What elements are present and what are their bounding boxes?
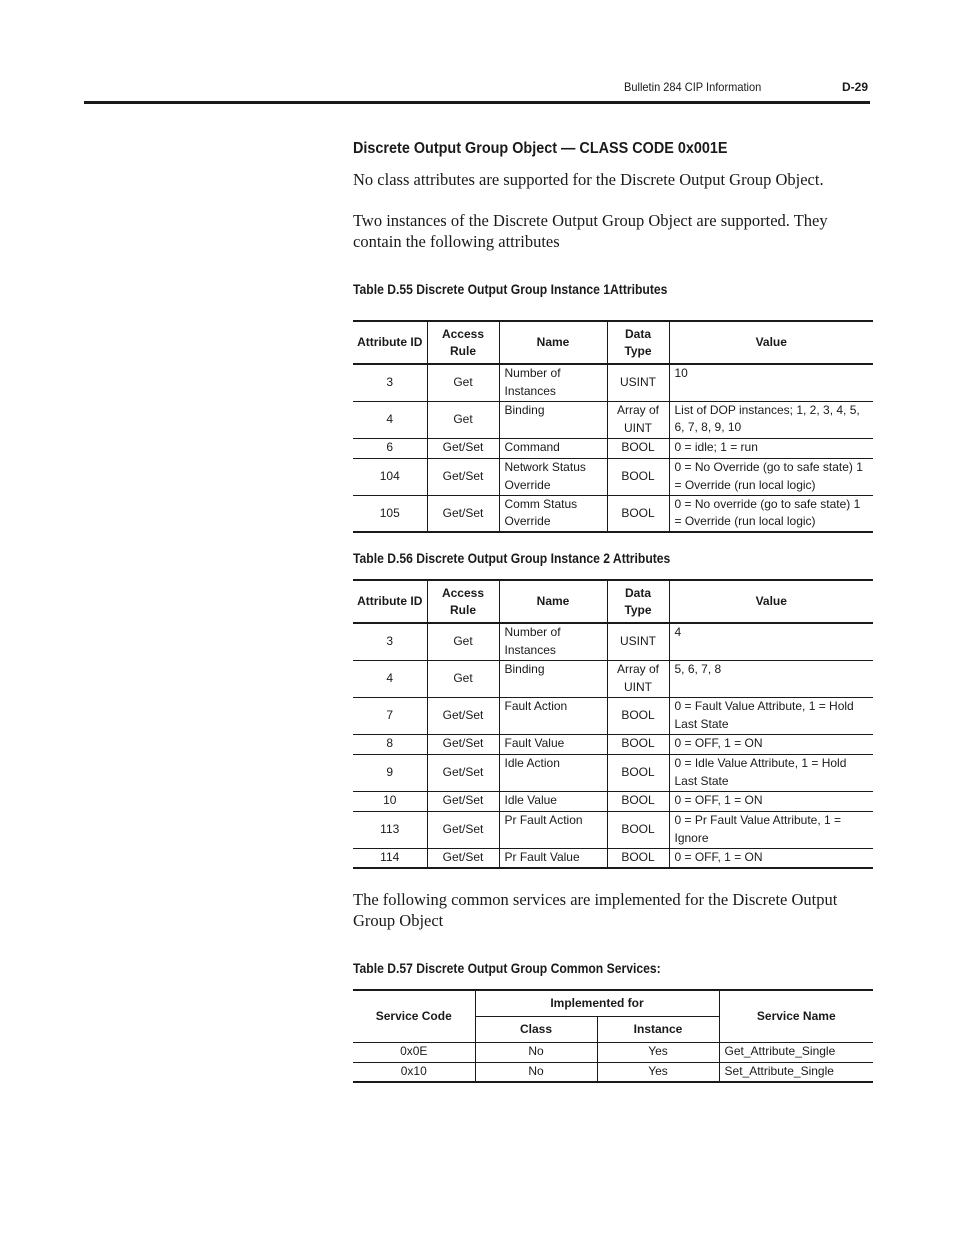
cell-name: Comm Status Override <box>499 495 607 532</box>
table-row <box>353 623 873 660</box>
header-data-type: Data Type <box>607 580 669 623</box>
table-d57-caption: Table D.57 Discrete Output Group Common Services: <box>353 961 661 976</box>
cell-data-type: BOOL <box>607 495 669 532</box>
cell-name: Idle Value <box>499 791 607 811</box>
cell-access-rule: Get <box>427 623 499 660</box>
cell-instance: Yes <box>597 1062 719 1082</box>
cell-service-name: Set_Attribute_Single <box>719 1062 873 1082</box>
cell-access-rule: Get/Set <box>427 848 499 868</box>
table-row <box>353 848 873 868</box>
cell-data-type: BOOL <box>607 848 669 868</box>
table-d55-caption: Table D.55 Discrete Output Group Instance 1Attributes <box>353 282 668 297</box>
paragraph-no-class-attributes: No class attributes are supported for the Discrete Output Group Object. <box>353 170 824 189</box>
cell-access-rule: Get/Set <box>427 438 499 458</box>
table-row <box>353 811 873 848</box>
cell-data-type: BOOL <box>607 754 669 791</box>
cell-data-type: USINT <box>607 364 669 401</box>
cell-value: List of DOP instances; 1, 2, 3, 4, 5, 6, 7, 8, 9, 10 <box>669 401 873 438</box>
cell-access-rule: Get/Set <box>427 495 499 532</box>
header-data-type: Data Type <box>607 321 669 364</box>
table-row <box>353 364 873 401</box>
cell-data-type: Array of UINT <box>607 401 669 438</box>
cell-instance: Yes <box>597 1042 719 1062</box>
header-value: Value <box>669 321 873 364</box>
cell-name: Number of Instances <box>499 623 607 660</box>
header-access-rule: Access Rule <box>427 321 499 364</box>
header-name: Name <box>499 580 607 623</box>
cell-access-rule: Get <box>427 364 499 401</box>
cell-attribute-id: 8 <box>353 734 427 754</box>
table-d55 <box>353 320 873 533</box>
header-access-rule: Access Rule <box>427 580 499 623</box>
cell-data-type: BOOL <box>607 438 669 458</box>
cell-attribute-id: 3 <box>353 623 427 660</box>
cell-attribute-id: 10 <box>353 791 427 811</box>
cell-data-type: BOOL <box>607 458 669 495</box>
cell-name: Idle Action <box>499 754 607 791</box>
cell-access-rule: Get/Set <box>427 754 499 791</box>
cell-name: Pr Fault Action <box>499 811 607 848</box>
cell-name: Command <box>499 438 607 458</box>
paragraph-instances: Two instances of the Discrete Output Group Object are supported. They contain the following attributes <box>353 211 828 251</box>
table-row <box>353 438 873 458</box>
cell-service-code: 0x0E <box>353 1042 475 1062</box>
cell-attribute-id: 6 <box>353 438 427 458</box>
cell-data-type: BOOL <box>607 697 669 734</box>
header-service-name: Service Name <box>719 990 873 1042</box>
cell-attribute-id: 4 <box>353 660 427 697</box>
cell-access-rule: Get/Set <box>427 697 499 734</box>
cell-value: 4 <box>669 623 873 660</box>
cell-data-type: Array of UINT <box>607 660 669 697</box>
section-title: Discrete Output Group Object — CLASS CODE 0x001E <box>353 140 728 157</box>
table-d57 <box>353 989 873 1083</box>
cell-class: No <box>475 1062 597 1082</box>
cell-value: 0 = OFF, 1 = ON <box>669 734 873 754</box>
header-name: Name <box>499 321 607 364</box>
header-rule <box>84 101 870 104</box>
header-class: Class <box>475 1016 597 1042</box>
cell-class: No <box>475 1042 597 1062</box>
table-row <box>353 1042 873 1062</box>
header-attribute-id: Attribute ID <box>353 321 427 364</box>
cell-name: Number of Instances <box>499 364 607 401</box>
header-value: Value <box>669 580 873 623</box>
cell-name: Network Status Override <box>499 458 607 495</box>
table-row <box>353 495 873 532</box>
cell-value: 10 <box>669 364 873 401</box>
table-row <box>353 734 873 754</box>
page-number: D-29 <box>842 80 869 94</box>
paragraph-common-services: The following common services are implemented for the Discrete Output Group Object <box>353 890 838 930</box>
header-service-code: Service Code <box>353 990 475 1042</box>
cell-service-name: Get_Attribute_Single <box>719 1042 873 1062</box>
header-instance: Instance <box>597 1016 719 1042</box>
table-row <box>353 754 873 791</box>
cell-name: Binding <box>499 401 607 438</box>
cell-name: Fault Value <box>499 734 607 754</box>
cell-data-type: BOOL <box>607 734 669 754</box>
cell-data-type: BOOL <box>607 811 669 848</box>
cell-access-rule: Get/Set <box>427 791 499 811</box>
header-attribute-id: Attribute ID <box>353 580 427 623</box>
cell-access-rule: Get/Set <box>427 811 499 848</box>
cell-attribute-id: 114 <box>353 848 427 868</box>
cell-value: 0 = No Override (go to safe state) 1 = Override (run local logic) <box>669 458 873 495</box>
cell-attribute-id: 113 <box>353 811 427 848</box>
table-row <box>353 401 873 438</box>
cell-value: 0 = Idle Value Attribute, 1 = Hold Last State <box>669 754 873 791</box>
running-header-title: Bulletin 284 CIP Information <box>624 80 762 94</box>
cell-attribute-id: 4 <box>353 401 427 438</box>
cell-attribute-id: 104 <box>353 458 427 495</box>
table-d56-caption: Table D.56 Discrete Output Group Instance 2 Attributes <box>353 551 671 566</box>
table-row <box>353 791 873 811</box>
table-row <box>353 660 873 697</box>
cell-service-code: 0x10 <box>353 1062 475 1082</box>
cell-access-rule: Get <box>427 401 499 438</box>
cell-attribute-id: 9 <box>353 754 427 791</box>
cell-access-rule: Get/Set <box>427 458 499 495</box>
table-row <box>353 1062 873 1082</box>
cell-value: 0 = Fault Value Attribute, 1 = Hold Last State <box>669 697 873 734</box>
cell-name: Binding <box>499 660 607 697</box>
cell-value: 0 = idle; 1 = run <box>669 438 873 458</box>
table-row <box>353 697 873 734</box>
header-implemented-for: Implemented for <box>475 990 719 1016</box>
cell-attribute-id: 7 <box>353 697 427 734</box>
cell-value: 0 = OFF, 1 = ON <box>669 848 873 868</box>
cell-access-rule: Get/Set <box>427 734 499 754</box>
cell-attribute-id: 3 <box>353 364 427 401</box>
cell-attribute-id: 105 <box>353 495 427 532</box>
cell-value: 5, 6, 7, 8 <box>669 660 873 697</box>
cell-access-rule: Get <box>427 660 499 697</box>
cell-name: Pr Fault Value <box>499 848 607 868</box>
cell-data-type: BOOL <box>607 791 669 811</box>
table-row <box>353 458 873 495</box>
cell-value: 0 = No override (go to safe state) 1 = Override (run local logic) <box>669 495 873 532</box>
table-d56 <box>353 579 873 869</box>
cell-value: 0 = OFF, 1 = ON <box>669 791 873 811</box>
cell-value: 0 = Pr Fault Value Attribute, 1 = Ignore <box>669 811 873 848</box>
cell-data-type: USINT <box>607 623 669 660</box>
cell-name: Fault Action <box>499 697 607 734</box>
